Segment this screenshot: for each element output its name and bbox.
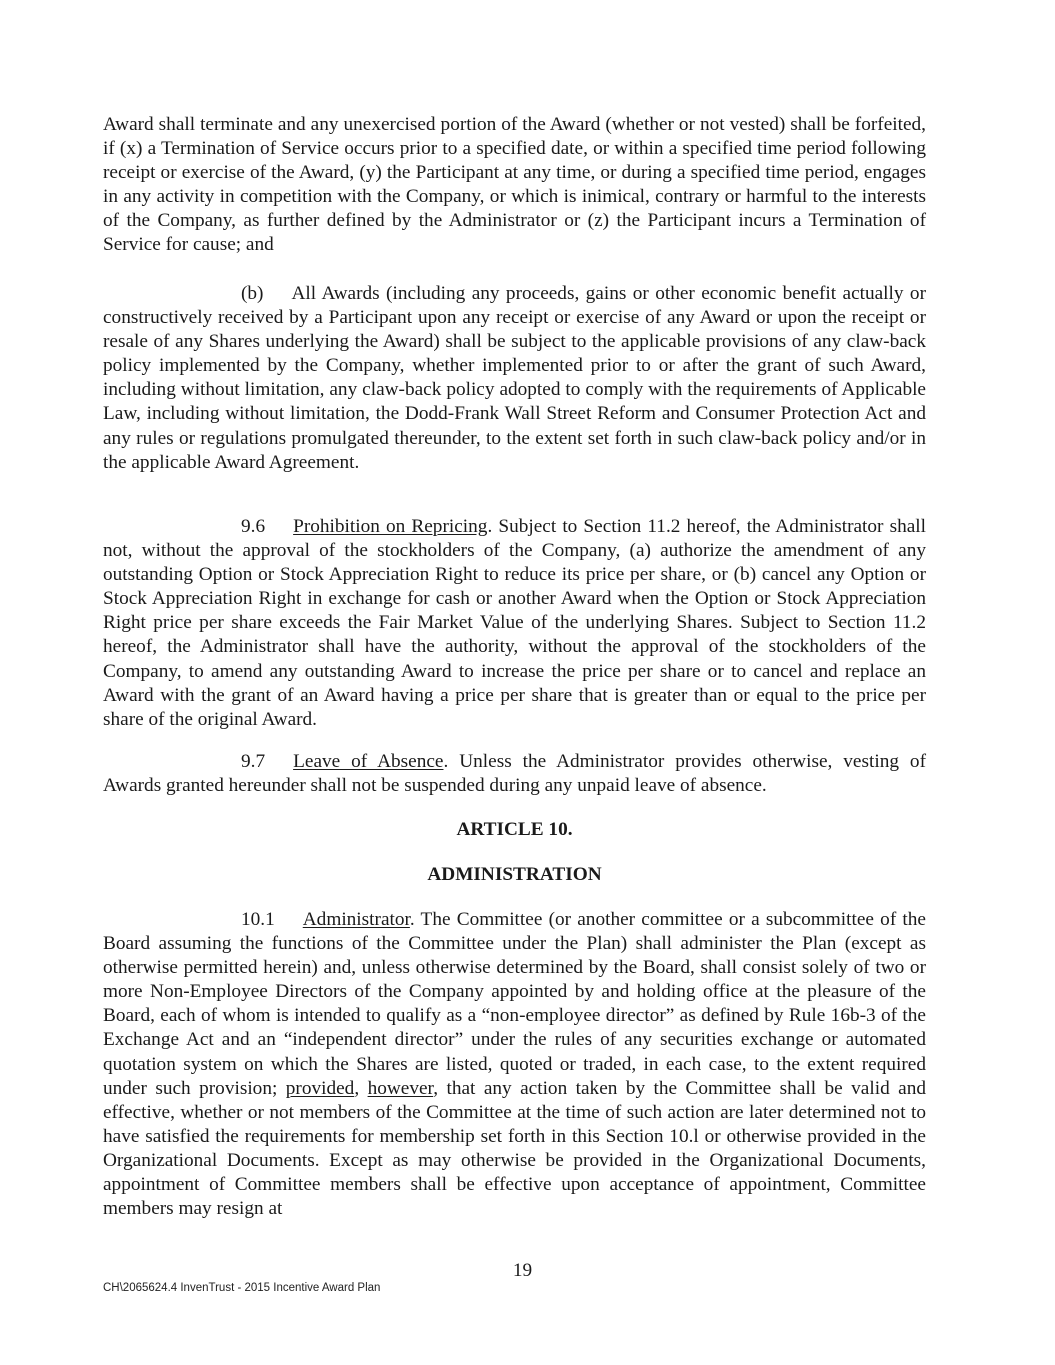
clause-label-b: (b) (241, 283, 264, 304)
section-10-1-body-a: . The Committee (or another committee or a subcommittee of the Board assuming the functions of the Committee under the Plan) shall administer the Plan (except as otherwise permitted herein) and, unless otherwise determined by the Board, shall consist solely of two or more Non-Employee Directors of the Company appointed by and holding office at the pleasure of the Board, each of whom is intended to qualify as a “non-employee director” as defined by Rule 16b-3 of the Exchange Act and an “independent director” under the rules of any securities exchange or automated quotation system on which the Shares are listed, quoted or traded, in each case, to the extent required under such provision; (103, 909, 926, 1099)
however-term: however (367, 1077, 434, 1099)
section-9-7-body: . Unless the Administrator provides otherwise, vesting of Awards granted hereunder shall not be suspended during any unpaid leave of absence. (103, 751, 926, 797)
section-9-7-title: Leave of Absence (293, 751, 444, 772)
document-footer: CH\2065624.4 InvenTrust - 2015 Incentive Award Plan (103, 1282, 381, 1294)
article-heading: ARTICLE 10. (456, 819, 573, 840)
section-10-1-number: 10.1 (241, 909, 275, 930)
section-10-1-body-b: , that any action taken by the Committee shall be valid and effective, whether or not members of the Committee at the time of such action are later determined not to have satisfied the requirements for membership set forth in this Section 10.l or otherwise provided in the Organizational Documents. Except as may otherwise be provided in the Organizational Documents, appointment of Committee members shall be effective upon acceptance of appointment, Committee members may resign at (103, 1077, 926, 1220)
section-9-6-number: 9.6 (241, 516, 266, 537)
section-9-6-body: . Subject to Section 11.2 hereof, the Administrator shall not, without the approval of the stockholders of the Company, (a) authorize the amendment of any outstanding Option or Stock Appreciation Right to reduce its price per share, or (b) cancel any Option or Stock Appreciation Right in exchange for cash or another Award when the Option or Stock Appreciation Right price per share exceeds the Fair Market Value of the underlying Shares. Subject to Section 11.2 hereof, the Administrator shall have the authority, without the approval of the stockholders of the Company, to amend any outstanding Award to increase the price per share or to cancel and replace an Award with the grant of an Award having a price per share that is greater than or equal to the price per share of the original Award. (103, 516, 927, 730)
article-title: ADMINISTRATION (427, 864, 602, 885)
clawback-text: All Awards (including any proceeds, gains or other economic benefit actually or constructively received by a Participant upon any receipt or exercise of any Award or upon the receipt or resale of any Shares underlying the Award) shall be subject to the applicable provisions of any claw-back policy implemented by the Company, whether implemented prior to or after the grant of such Award, including without limitation, any claw-back policy adopted to comply with the requirements of Applicable Law, including without limitation, the Dodd-Frank Wall Street Reform and Consumer Protection Act and any rules or regulations promulgated thereunder, to the extent set forth in such claw-back policy and/or in the applicable Award Agreement. (103, 283, 926, 473)
section-9-7 (103, 750, 926, 798)
section-9-6 (103, 515, 926, 732)
provided-term: provided (285, 1077, 355, 1099)
paragraph-award-forfeiture: Award shall terminate and any unexercised portion of the Award (whether or not vested) shall be forfeited, if (x) a Termination of Service occurs prior to a specified date, or within a specified time period following receipt or exercise of the Award, (y) the Participant at any time, or during a specified time period, engages in any activity in competition with the Company, or which is inimical, contrary or harmful to the interests of the Company, as further defined by the Administrator or (z) the Participant incurs a Termination of Service for cause; and (103, 114, 926, 256)
section-10-1 (103, 908, 926, 1221)
section-9-7-number: 9.7 (241, 751, 266, 772)
section-10-1-title: Administrator (302, 909, 410, 930)
page-number: 19 (512, 1260, 533, 1281)
paragraph-clawback (103, 282, 926, 475)
section-9-6-title: Prohibition on Repricing (293, 516, 488, 537)
provided-comma: , (354, 1077, 368, 1099)
